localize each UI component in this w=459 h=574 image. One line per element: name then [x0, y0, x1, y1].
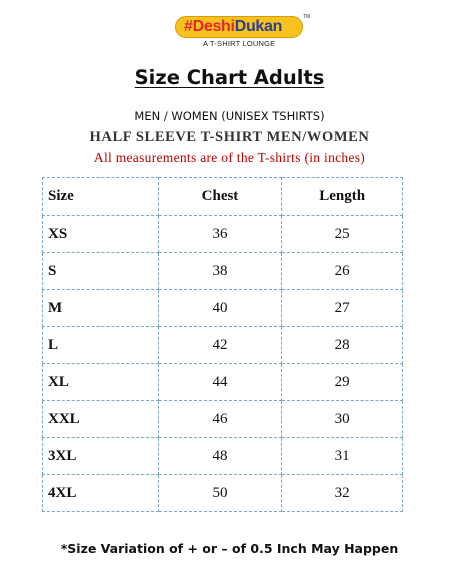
size-cell: XL [43, 364, 159, 401]
product-subtitle: HALF SLEEVE T-SHIRT MEN/WOMEN [89, 129, 370, 145]
length-cell: 32 [282, 475, 403, 512]
size-cell: XXL [43, 401, 159, 438]
length-cell: 30 [282, 401, 403, 438]
size-chart-table [42, 177, 403, 512]
table-row [43, 216, 403, 253]
length-cell: 26 [282, 253, 403, 290]
logo-tagline: A T-SHIRT LOUNGE [203, 39, 276, 48]
measurement-note: All measurements are of the T-shirts (in inches) [93, 150, 366, 165]
size-cell: L [43, 327, 159, 364]
size-cell: M [43, 290, 159, 327]
table-header-row [43, 178, 403, 216]
length-cell: 27 [282, 290, 403, 327]
chest-cell: 48 [158, 438, 282, 475]
size-cell: XS [43, 216, 159, 253]
size-variation-note: *Size Variation of + or – of 0.5 Inch May Happen [60, 541, 399, 556]
table-row [43, 475, 403, 512]
length-cell: 28 [282, 327, 403, 364]
table-row [43, 364, 403, 401]
length-cell: 31 [282, 438, 403, 475]
chest-cell: 40 [158, 290, 282, 327]
chest-cell: 44 [158, 364, 282, 401]
trademark-mark: TM [303, 14, 311, 20]
chest-cell: 42 [158, 327, 282, 364]
length-cell: 25 [282, 216, 403, 253]
table-row [43, 290, 403, 327]
chest-cell: 46 [158, 401, 282, 438]
header-length: Length [282, 178, 403, 216]
table-row [43, 253, 403, 290]
chest-cell: 36 [158, 216, 282, 253]
page-title: Size Chart Adults [134, 66, 325, 89]
chest-cell: 38 [158, 253, 282, 290]
header-chest: Chest [158, 178, 282, 216]
table-row [43, 327, 403, 364]
logo-badge [175, 16, 303, 38]
size-cell: S [43, 253, 159, 290]
logo-wordmark: #DeshiDukan [184, 18, 283, 35]
size-cell: 3XL [43, 438, 159, 475]
header-size: Size [43, 178, 159, 216]
chest-cell: 50 [158, 475, 282, 512]
size-cell: 4XL [43, 475, 159, 512]
table-row [43, 401, 403, 438]
length-cell: 29 [282, 364, 403, 401]
unisex-subtitle: MEN / WOMEN (UNISEX TSHIRTS) [134, 109, 325, 123]
brand-logo [175, 14, 311, 54]
table-row [43, 438, 403, 475]
